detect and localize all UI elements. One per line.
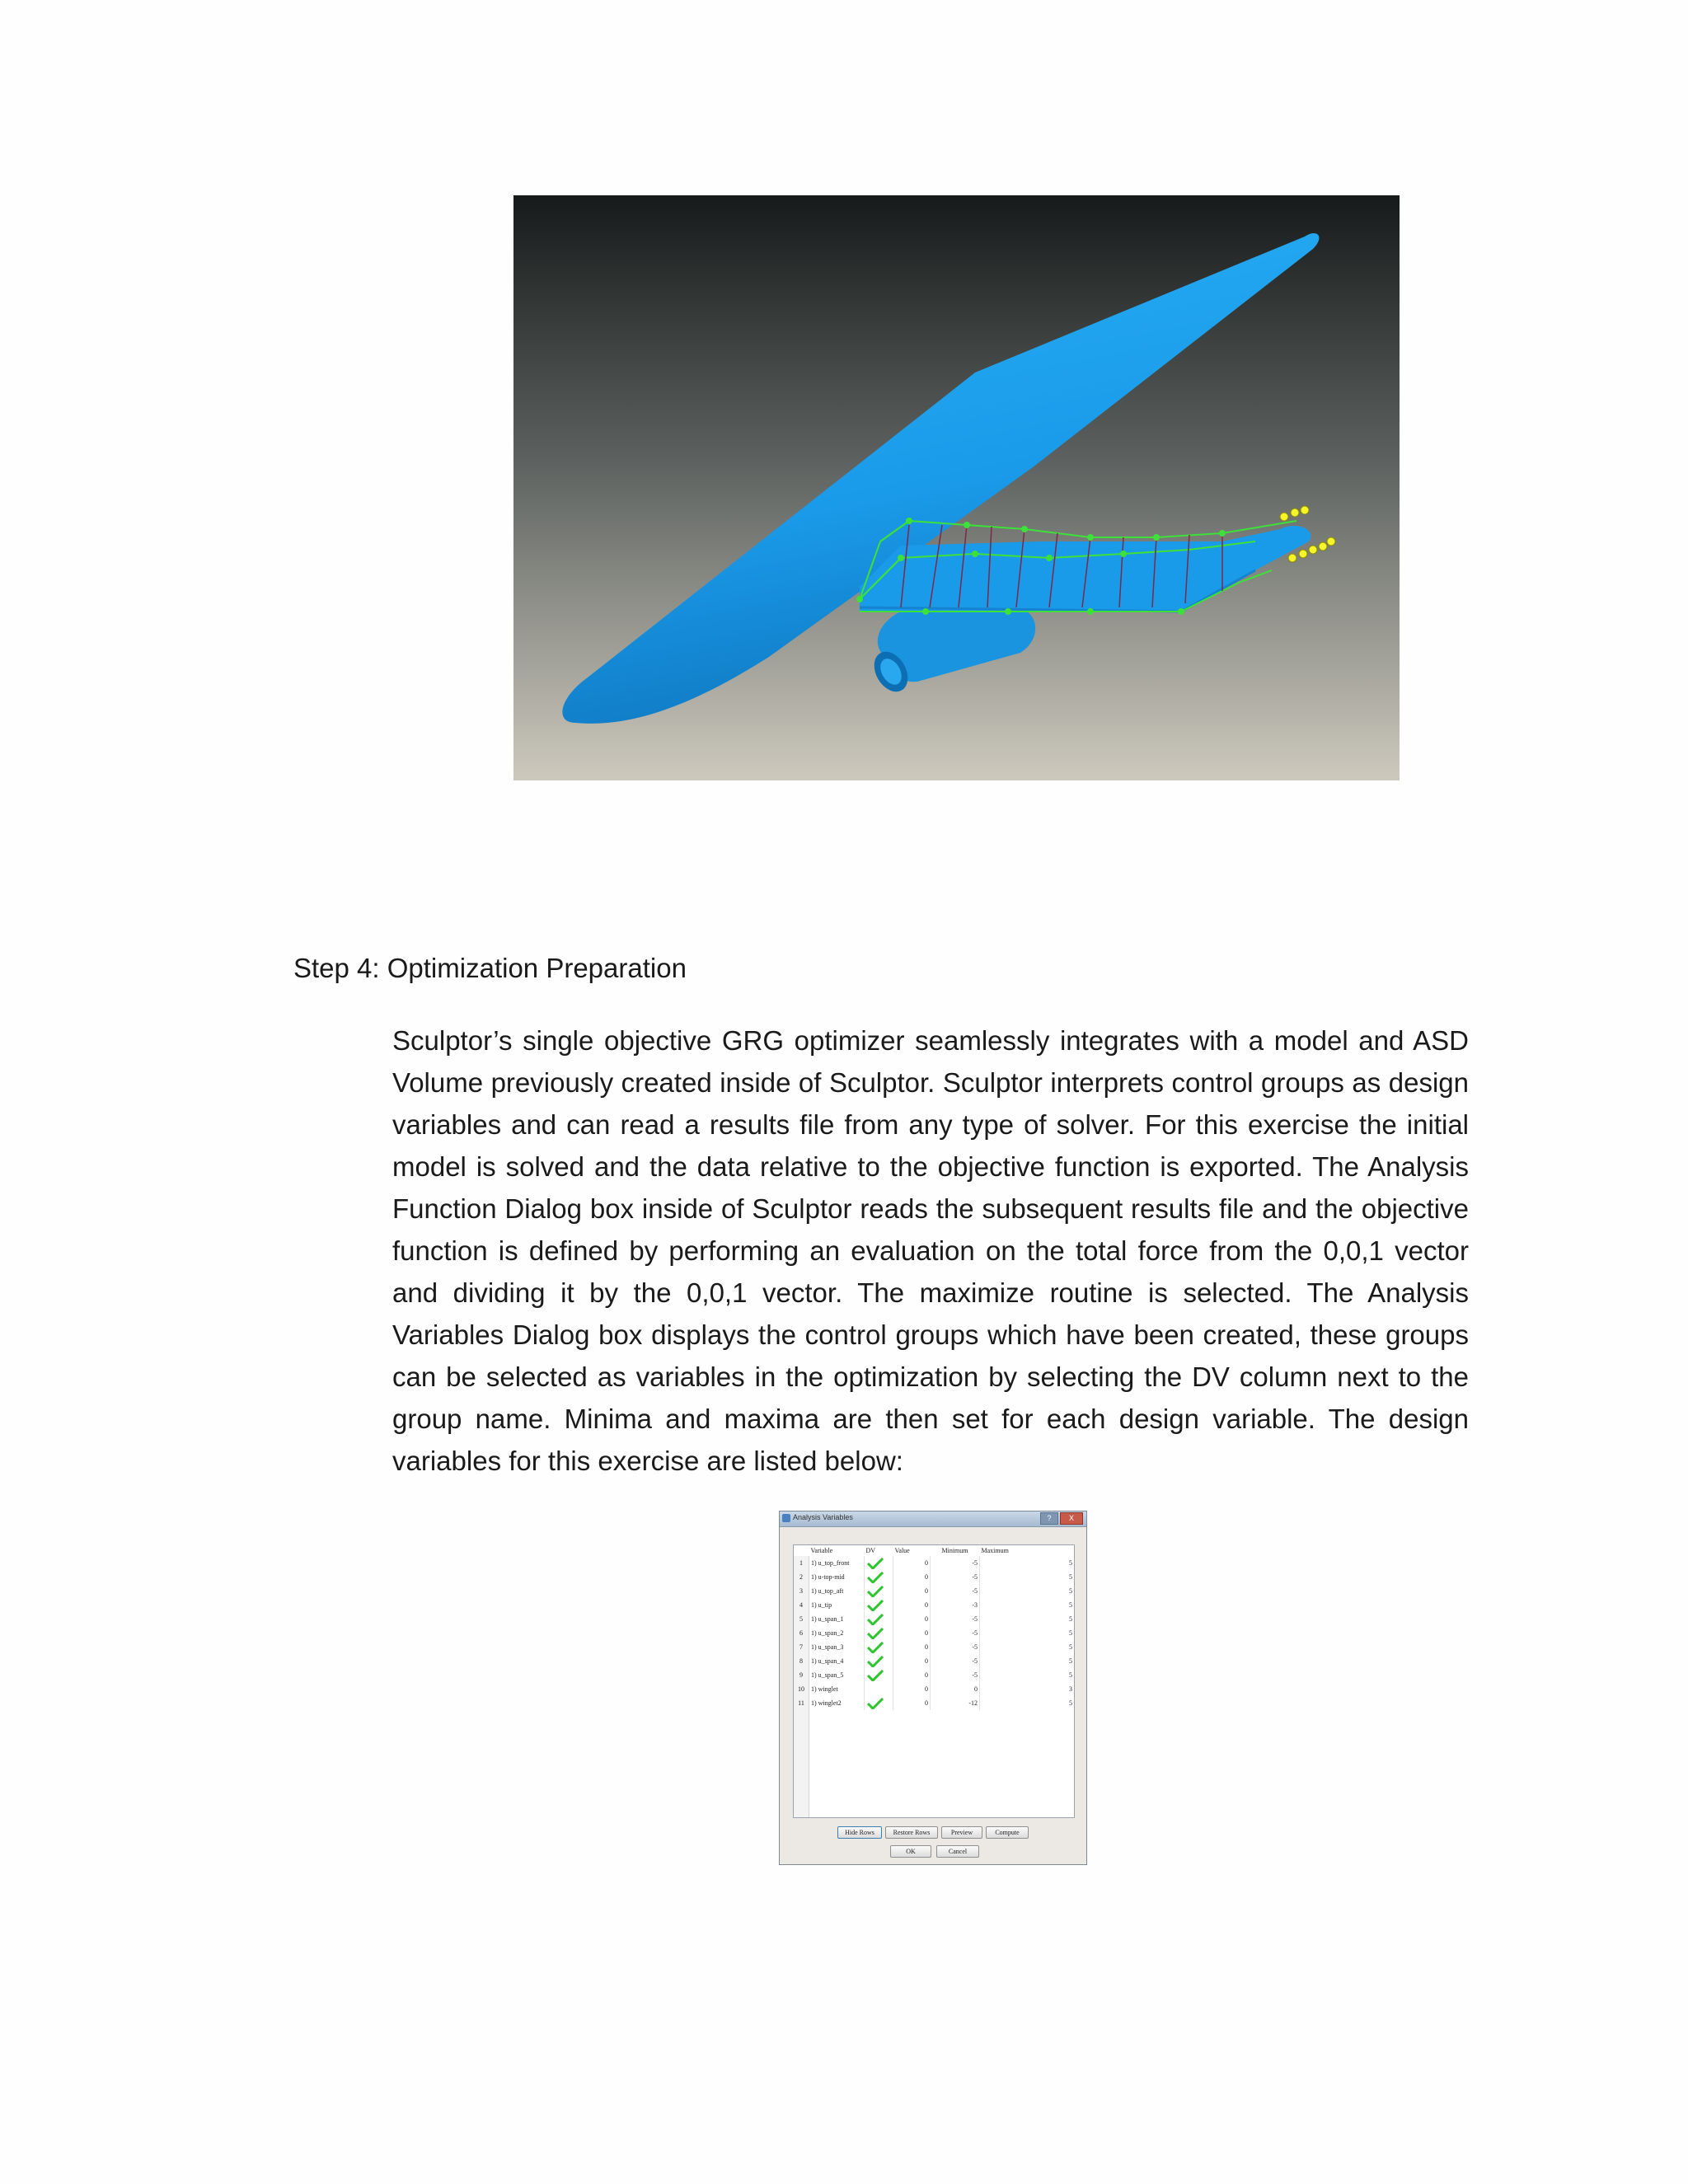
row-number: 2 (794, 1570, 809, 1584)
maximum-cell[interactable]: 5 (980, 1612, 1075, 1626)
value-cell[interactable]: 0 (893, 1668, 931, 1682)
value-cell[interactable]: 0 (893, 1584, 931, 1598)
dv-cell[interactable] (865, 1556, 893, 1570)
minimum-cell[interactable]: -5 (931, 1654, 980, 1668)
app-icon (782, 1514, 790, 1522)
variable-name[interactable]: 1) u-top-mid (811, 1573, 845, 1581)
maximum-cell[interactable]: 5 (980, 1556, 1075, 1570)
aircraft-figure (513, 195, 1400, 780)
checkmark-icon (866, 1642, 884, 1653)
minimum-cell[interactable]: -5 (931, 1626, 980, 1640)
minimum-cell[interactable]: -5 (931, 1612, 980, 1626)
column-header-minimum[interactable]: Minimum (931, 1545, 980, 1556)
maximum-cell[interactable]: 3 (980, 1682, 1075, 1696)
maximum-cell[interactable]: 5 (980, 1598, 1075, 1612)
table-row[interactable] (794, 1626, 1074, 1640)
minimum-cell[interactable]: -5 (931, 1556, 980, 1570)
restore-rows-button[interactable]: Restore Rows (885, 1826, 938, 1839)
variable-name[interactable]: 1) u_top_aft (811, 1587, 844, 1595)
minimum-cell[interactable]: -5 (931, 1640, 980, 1654)
column-header-value[interactable]: Value (893, 1545, 931, 1556)
row-number: 4 (794, 1598, 809, 1612)
variable-name[interactable]: 1) u_span_3 (811, 1643, 844, 1651)
checkmark-icon (866, 1558, 884, 1569)
analysis-variables-dialog (779, 1511, 1087, 1865)
value-cell[interactable]: 0 (893, 1654, 931, 1668)
step-heading: Step 4: Optimization Preparation (293, 953, 687, 983)
column-header-maximum[interactable]: Maximum (980, 1545, 1075, 1556)
dialog-title: Analysis Variables (793, 1513, 853, 1521)
variable-name[interactable]: 1) u_span_4 (811, 1657, 844, 1665)
table-row[interactable] (794, 1668, 1074, 1682)
dv-cell[interactable] (865, 1626, 893, 1640)
value-cell[interactable]: 0 (893, 1696, 931, 1710)
table-row[interactable] (794, 1598, 1074, 1612)
row-number: 10 (794, 1682, 809, 1696)
dv-cell[interactable] (865, 1682, 893, 1696)
minimum-cell[interactable]: -5 (931, 1570, 980, 1584)
variable-name[interactable]: 1) u_tip (811, 1601, 832, 1609)
column-header-dv[interactable]: DV (865, 1545, 893, 1556)
maximum-cell[interactable]: 5 (980, 1626, 1075, 1640)
ok-button[interactable]: OK (890, 1845, 931, 1858)
value-cell[interactable]: 0 (893, 1640, 931, 1654)
row-number: 5 (794, 1612, 809, 1626)
variables-grid[interactable] (793, 1544, 1075, 1818)
minimum-cell[interactable]: -3 (931, 1598, 980, 1612)
corner-cell (794, 1545, 809, 1556)
dv-cell[interactable] (865, 1654, 893, 1668)
column-header-variable[interactable]: Variable (809, 1545, 865, 1556)
value-cell[interactable]: 0 (893, 1626, 931, 1640)
row-number: 7 (794, 1640, 809, 1654)
maximum-cell[interactable]: 5 (980, 1654, 1075, 1668)
checkmark-icon (866, 1614, 884, 1625)
dv-cell[interactable] (865, 1668, 893, 1682)
value-cell[interactable]: 0 (893, 1682, 931, 1696)
dv-cell[interactable] (865, 1696, 893, 1710)
row-number: 3 (794, 1584, 809, 1598)
checkmark-icon (866, 1628, 884, 1639)
body-paragraph: Sculptor’s single objective GRG optimizer seamlessly integrates with a model and ASD Volume previously created inside of Sculptor. Sculptor interprets control groups as design variables and can read a results file from any type of solver. For this exercise the initial model is solved and the data relative to the objective function is exported. The Analysis Function Dialog box inside of Sculptor reads the subsequent results file and the objective function is defined by performing an evaluation on the total force from the 0,0,1 vector and dividing it by the 0,0,1 vector. The maximize routine is selected. The Analysis Variables Dialog box displays the control groups which have been created, these groups can be selected as variables in the optimization by selecting the DV column next to the group name. Minima and maxima are then set for each design variable. The design variables for this exercise are listed below: (392, 1025, 1469, 1476)
checkmark-icon (866, 1600, 884, 1611)
minimum-cell[interactable]: -12 (931, 1696, 980, 1710)
row-number: 11 (794, 1696, 809, 1710)
maximum-cell[interactable]: 5 (980, 1696, 1075, 1710)
compute-button[interactable]: Compute (986, 1826, 1029, 1839)
preview-button[interactable]: Preview (941, 1826, 982, 1839)
value-cell[interactable]: 0 (893, 1570, 931, 1584)
maximum-cell[interactable]: 5 (980, 1668, 1075, 1682)
variable-name[interactable]: 1) u_span_1 (811, 1615, 844, 1623)
maximum-cell[interactable]: 5 (980, 1640, 1075, 1654)
variable-name[interactable]: 1) u_top_front (811, 1559, 850, 1567)
close-icon[interactable]: X (1060, 1512, 1083, 1525)
table-row[interactable] (794, 1696, 1074, 1710)
dv-cell[interactable] (865, 1640, 893, 1654)
value-cell[interactable]: 0 (893, 1556, 931, 1570)
minimum-cell[interactable]: 0 (931, 1682, 980, 1696)
checkmark-icon (866, 1656, 884, 1667)
row-number: 9 (794, 1668, 809, 1682)
dv-cell[interactable] (865, 1570, 893, 1584)
cancel-button[interactable]: Cancel (936, 1845, 979, 1858)
row-number: 6 (794, 1626, 809, 1640)
variable-name[interactable]: 1) winglet2 (811, 1699, 842, 1707)
maximum-cell[interactable]: 5 (980, 1570, 1075, 1584)
table-row[interactable] (794, 1556, 1074, 1570)
aircraft-render (513, 195, 1400, 780)
checkmark-icon (866, 1698, 884, 1709)
table-row[interactable] (794, 1612, 1074, 1626)
table-row[interactable] (794, 1570, 1074, 1584)
variable-name[interactable]: 1) u_span_5 (811, 1671, 844, 1679)
value-cell[interactable]: 0 (893, 1598, 931, 1612)
row-number: 8 (794, 1654, 809, 1668)
table-row[interactable] (794, 1640, 1074, 1654)
variable-name[interactable]: 1) winglet (811, 1685, 838, 1693)
row-number: 1 (794, 1556, 809, 1570)
dv-cell[interactable] (865, 1612, 893, 1626)
minimum-cell[interactable]: -5 (931, 1584, 980, 1598)
checkmark-icon (866, 1670, 884, 1681)
value-cell[interactable]: 0 (893, 1612, 931, 1626)
checkmark-icon (866, 1572, 884, 1583)
dv-cell[interactable] (865, 1584, 893, 1598)
table-header-row (794, 1545, 1074, 1556)
checkmark-icon (866, 1586, 884, 1597)
variable-name[interactable]: 1) u_span_2 (811, 1629, 844, 1637)
row-header-column (794, 1710, 809, 1817)
maximum-cell[interactable]: 5 (980, 1584, 1075, 1598)
table-row[interactable] (794, 1654, 1074, 1668)
table-row[interactable] (794, 1682, 1074, 1696)
help-icon[interactable]: ? (1040, 1512, 1058, 1525)
dialog-titlebar (780, 1511, 1086, 1527)
table-row[interactable] (794, 1584, 1074, 1598)
hide-rows-button[interactable]: Hide Rows (837, 1826, 882, 1839)
dv-cell[interactable] (865, 1598, 893, 1612)
variables-table (794, 1545, 1074, 1710)
minimum-cell[interactable]: -5 (931, 1668, 980, 1682)
